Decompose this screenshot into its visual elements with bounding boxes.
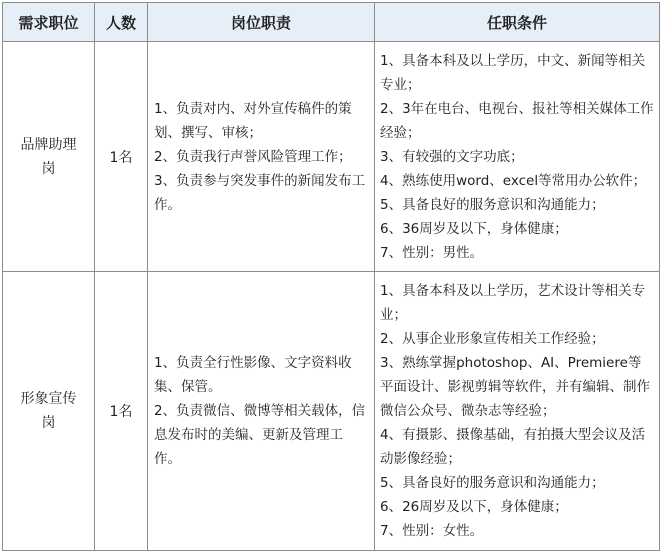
header-count: 人数 [95,3,148,42]
duty-item: 2、负责微信、微博等相关载体，信息发布时的美编、更新及管理工作。 [154,403,366,467]
table-row [3,42,660,272]
requirement-item: 5、具备良好的服务意识和沟通能力； [380,196,605,213]
requirements-cell [375,272,660,551]
requirement-item: 1、具备本科及以上学历，艺术设计等相关专业； [380,283,646,323]
requirements-cell [375,42,660,272]
requirement-item: 5、具备良好的服务意识和沟通能力； [380,475,605,491]
requirement-item: 7、性别：男性。 [380,244,484,261]
duties-cell [148,42,375,272]
requirement-item: 1、具备本科及以上学历，中文、新闻等相关专业； [380,52,646,93]
header-requirements: 任职条件 [375,3,660,42]
duty-item: 1、负责对内、对外宣传稿件的策划、撰写、审核； [154,100,352,141]
count-cell: 1名 [95,42,148,272]
duty-item: 2、负责我行声誉风险管理工作； [154,148,352,165]
header-position: 需求职位 [3,3,95,42]
requirement-item: 4、熟练使用word、excel等常用办公软件； [380,172,647,189]
requirement-item: 4、有摄影、摄像基础，有拍摄大型会议及活动影像经验； [380,427,646,467]
requirement-item: 2、从事企业形象宣传相关工作经验； [380,331,605,347]
duties-cell [148,272,375,551]
header-duties: 岗位职责 [148,3,375,42]
requirement-item: 3、有较强的文字功底； [380,148,524,165]
recruitment-table [2,2,660,551]
requirement-item: 2、3年在电台、电视台、报社等相关媒体工作经验； [380,100,654,141]
requirement-item: 7、性别：女性。 [380,523,484,539]
table-row [3,272,660,551]
duty-item: 3、负责参与突发事件的新闻发布工作。 [154,172,366,213]
requirement-item: 6、26周岁及以下，身体健康； [380,499,568,515]
position-cell: 品牌助理岗 [3,42,95,272]
duty-item: 1、负责全行性影像、文字资料收集、保管。 [154,355,352,395]
position-cell: 形象宣传岗 [3,272,95,551]
header-row [3,3,660,42]
requirement-item: 3、熟练掌握photoshop、AI、Premiere等平面设计、影视剪辑等软件，并有编辑、制作微信公众号、微杂志等经验； [380,355,650,419]
count-cell: 1名 [95,272,148,551]
requirement-item: 6、36周岁及以下，身体健康； [380,220,568,237]
